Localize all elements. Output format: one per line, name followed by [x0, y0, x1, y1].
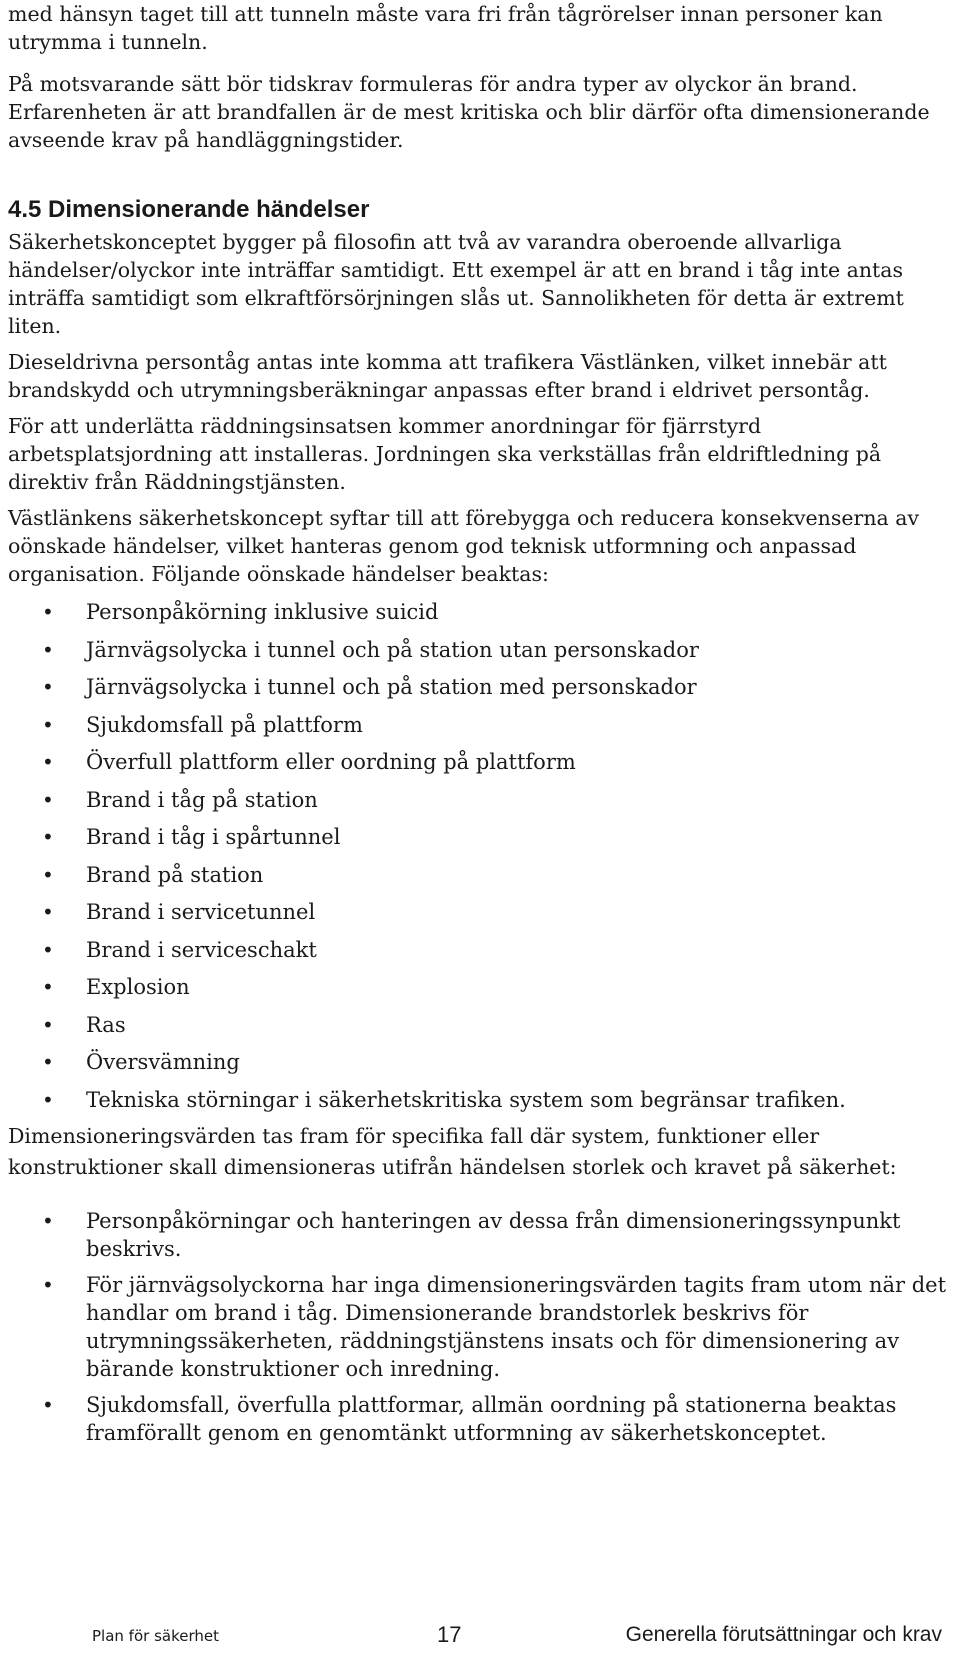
- list-item: • Ras: [8, 1007, 948, 1045]
- list-item: • Översvämning: [8, 1044, 948, 1082]
- list-item: • Brand i tåg i spårtunnel: [8, 819, 948, 857]
- section-paragraph-2: Dieseldrivna persontåg antas inte komma att trafikera Västlänken, vilket innebär att brandskydd och utrymningsberäkningar anpassas efter brand i eldrivet persontåg.: [8, 350, 887, 402]
- list-item: • Sjukdomsfall på plattform: [8, 707, 948, 745]
- event-list: [8, 594, 948, 1119]
- list-item: • Tekniska störningar i säkerhetskritiska system som begränsar trafiken.: [8, 1082, 948, 1120]
- page-footer: [0, 1620, 960, 1650]
- list-item: • Personpåkörning inklusive suicid: [8, 594, 948, 632]
- dimensioning-notes-list: [8, 1207, 948, 1447]
- list-item: • Personpåkörningar och hanteringen av dessa från dimensioneringssynpunkt beskrivs.: [8, 1207, 948, 1263]
- list-item: • Järnvägsolycka i tunnel och på station med personskador: [8, 669, 948, 707]
- list-item: • Brand i serviceschakt: [8, 932, 948, 970]
- list-item: • Brand på station: [8, 857, 948, 895]
- footer-document-title: Plan för säkerhet: [92, 1627, 219, 1645]
- section-paragraph-3: För att underlätta räddningsinsatsen kommer anordningar för fjärrstyrd arbetsplatsjordning att installeras. Jordningen ska verkställas från eldriftledning på direktiv från Räddningstjänsten.: [8, 414, 882, 494]
- list-item: • Brand i servicetunnel: [8, 894, 948, 932]
- section-paragraph-5: Dimensioneringsvärden tas fram för specifika fall där system, funktioner eller konstruktioner skall dimensioneras utifrån händelsen storlek och kravet på säkerhet:: [8, 1124, 897, 1179]
- intro-paragraph-2: På motsvarande sätt bör tidskrav formuleras för andra typer av olyckor än brand. Erfarenheten är att brandfallen är de mest kritiska och blir därför ofta dimensionerande avseende krav på handläggningstider.: [8, 72, 930, 152]
- section-heading: 4.5 Dimensionerande händelser: [8, 196, 370, 223]
- list-item: • Överfull plattform eller oordning på plattform: [8, 744, 948, 782]
- page-number: 17: [437, 1622, 462, 1647]
- footer-chapter-title: Generella förutsättningar och krav: [625, 1623, 942, 1646]
- list-item: • Järnvägsolycka i tunnel och på station utan personskador: [8, 632, 948, 670]
- list-item: • Sjukdomsfall, överfulla plattformar, allmän oordning på stationerna beaktas framförallt genom en genomtänkt utformning av säkerhetskonceptet.: [8, 1391, 948, 1447]
- document-page: [8, 0, 948, 1455]
- list-item: • Explosion: [8, 969, 948, 1007]
- list-item: • Brand i tåg på station: [8, 782, 948, 820]
- list-item: • För järnvägsolyckorna har inga dimensioneringsvärden tagits fram utom när det handlar om brand i tåg. Dimensionerande brandstorlek beskrivs för utrymningssäkerheten, räddningstjänstens insats och för dimensionering av bärande konstruktioner och inredning.: [8, 1271, 948, 1383]
- section-paragraph-1: Säkerhetskonceptet bygger på filosofin att två av varandra oberoende allvarliga händelser/olyckor inte inträffar samtidigt. Ett exempel är att en brand i tåg inte antas inträffa samtidigt som elkraftförsörjningen slås ut. Sannolikheten för detta är extremt liten.: [8, 230, 904, 338]
- intro-paragraph-1: med hänsyn taget till att tunneln måste vara fri från tågrörelser innan personer kan utrymma i tunneln.: [8, 2, 883, 54]
- section-paragraph-4: Västlänkens säkerhetskoncept syftar till att förebygga och reducera konsekvenserna av oönskade händelser, vilket hanteras genom god teknisk utformning och anpassad organisation. Följande oönskade händelser beaktas:: [8, 506, 920, 586]
